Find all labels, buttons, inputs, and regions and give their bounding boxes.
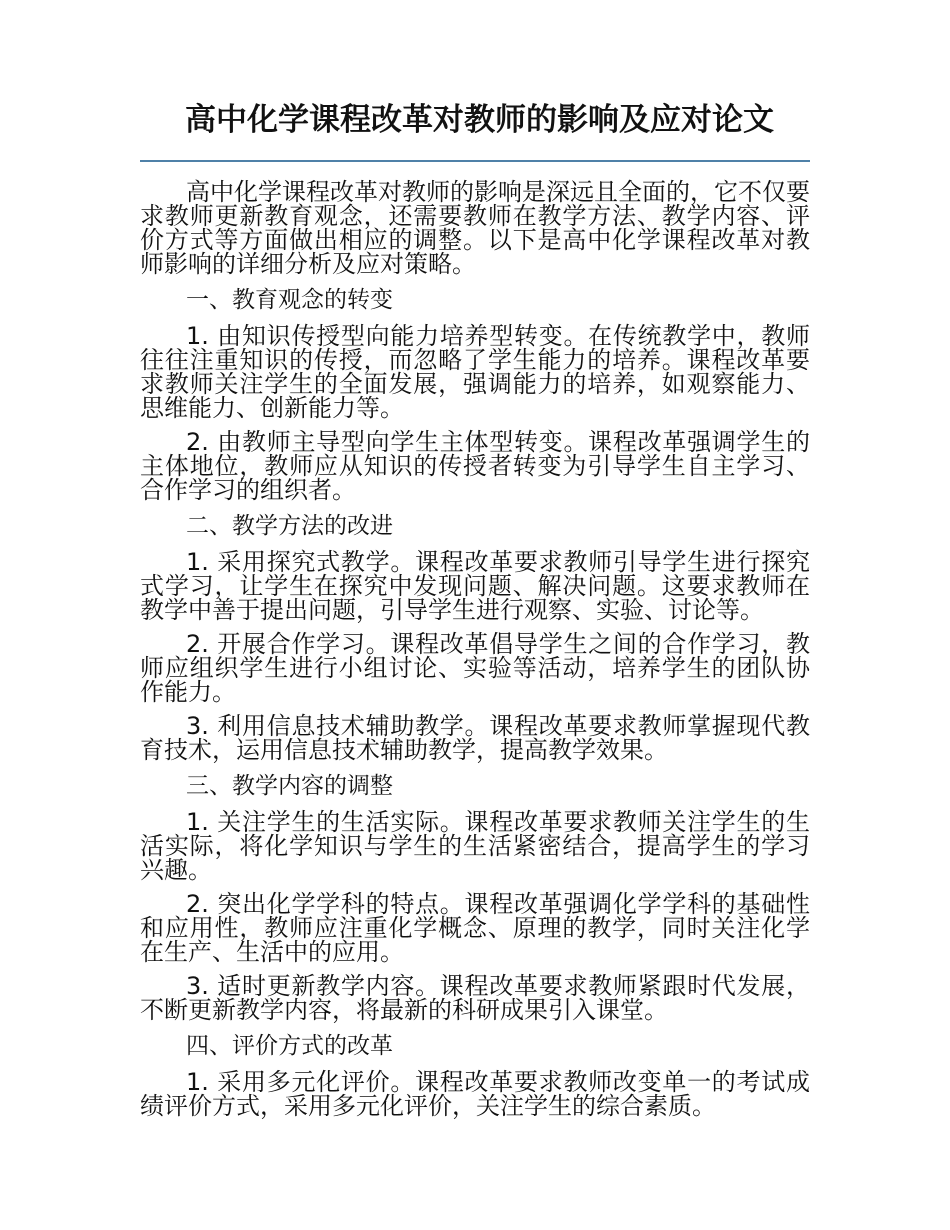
section-2-item-3: 3. 利用信息技术辅助教学。课程改革要求教师掌握现代教育技术，运用信息技术辅助教学，提高教学效果。 [140,712,810,764]
section-1-item-2: 2. 由教师主导型向学生主体型转变。课程改革强调学生的主体地位，教师应从知识的传授者转变为引导学生自主学习、合作学习的组织者。 [140,428,810,504]
section-2-item-1: 1. 采用探究式教学。课程改革要求教师引导学生进行探究式学习，让学生在探究中发现问题、解决问题。这要求教师在教学中善于提出问题，引导学生进行观察、实验、讨论等。 [140,548,810,624]
section-3-item-2: 2. 突出化学学科的特点。课程改革强调化学学科的基础性和应用性，教师应注重化学概念、原理的教学，同时关注化学在生产、生活中的应用。 [140,890,810,966]
section-4-item-1: 1. 采用多元化评价。课程改革要求教师改变单一的考试成绩评价方式，采用多元化评价，关注学生的综合素质。 [140,1068,810,1120]
section-heading-4: 四、评价方式的改革 [186,1033,393,1059]
section-3-item-3: 3. 适时更新教学内容。课程改革要求教师紧跟时代发展，不断更新教学内容，将最新的科研成果引入课堂。 [140,972,810,1024]
section-heading-2: 二、教学方法的改进 [186,513,393,539]
section-2-item-2: 2. 开展合作学习。课程改革倡导学生之间的合作学习，教师应组织学生进行小组讨论、实验等活动，培养学生的团队协作能力。 [140,630,810,706]
section-heading-1: 一、教育观念的转变 [186,287,393,313]
title-divider [140,160,810,162]
intro-paragraph: 高中化学课程改革对教师的影响是深远且全面的，它不仅要求教师更新教育观念，还需要教师在教学方法、教学内容、评价方式等方面做出相应的调整。以下是高中化学课程改革对教师影响的详细分析及应对策略。 [140,178,810,278]
section-1-item-1: 1. 由知识传授型向能力培养型转变。在传统教学中，教师往往注重知识的传授，而忽略了学生能力的培养。课程改革要求教师关注学生的全面发展，强调能力的培养，如观察能力、思维能力、创新能力等。 [140,322,810,422]
section-heading-3: 三、教学内容的调整 [186,773,393,799]
document-title: 高中化学课程改革对教师的影响及应对论文 [185,102,774,138]
document-body [140,180,810,1128]
section-3-item-1: 1. 关注学生的生活实际。课程改革要求教师关注学生的生活实际，将化学知识与学生的生活紧密结合，提高学生的学习兴趣。 [140,808,810,884]
